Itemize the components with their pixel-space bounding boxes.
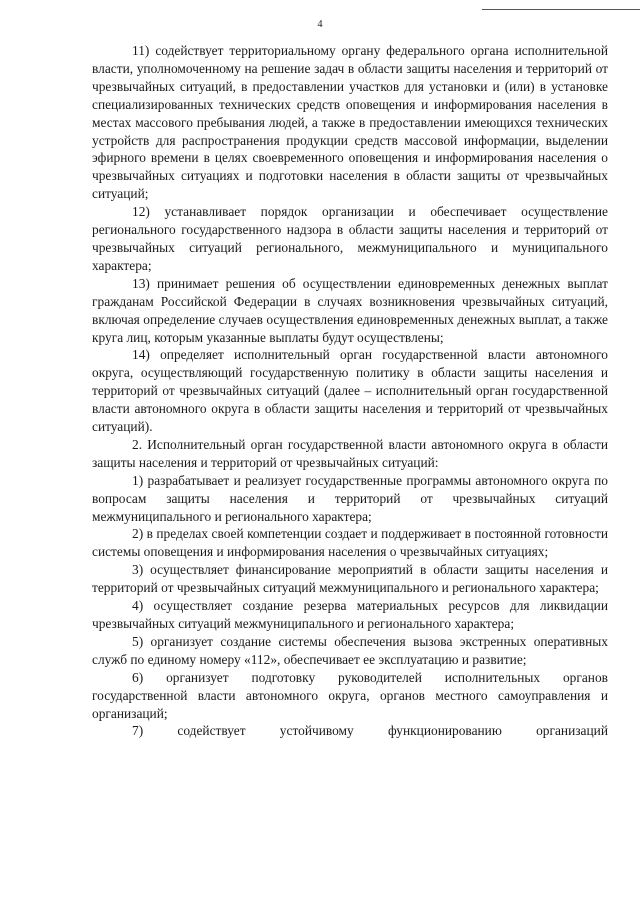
paragraph-subitem-3: 3) осуществляет финансирование мероприятий в области защиты населения и территорий от чрезвычайных ситуаций межмуниципального и регионального характера; [92,562,608,596]
paragraph-subitem-2: 2) в пределах своей компетенции создает и поддерживает в постоянной готовности системы оповещения и информирования населения о чрезвычайных ситуациях; [92,526,608,560]
paragraph-subitem-5: 5) организует создание системы обеспечения вызова экстренных оперативных служб по единому номеру «112», обеспечивает ее эксплуатацию и развитие; [92,633,608,667]
page-number: 4 [317,19,323,30]
paragraph-item-11: 11) содействует территориальному органу федерального органа исполнительной власти, уполномоченному на решение задач в области защиты населения и территорий от чрезвычайных ситуаций, в предоставлении участков для установки и (или) в установке специализированных технических средств оповещения и информирования населения в местах массового пребывания людей, а также в предоставлении имеющихся технических устройств для распространения продукции средств массовой информации, выделении эфирного времени в целях своевременного оповещения и информирования населения о чрезвычайных ситуациях и подготовки населения в области защиты от чрезвычайных ситуаций; [92,43,608,202]
paragraph-subitem-6: 6) организует подготовку руководителей исполнительных органов государственной власти автономного округа, органов местного самоуправления и организаций; [92,669,608,721]
paragraph-item-14: 14) определяет исполнительный орган государственной власти автономного округа, осуществляющий государственную политику в области защиты населения и территорий от чрезвычайных ситуаций (далее – исполнительный орган государственной власти автономного округа в области защиты населения и территорий от чрезвычайных ситуаций). [92,347,608,435]
paragraph-item-13: 13) принимает решения об осуществлении единовременных денежных выплат гражданам Российской Федерации в случаях возникновения чрезвычайных ситуаций, включая определение случаев осуществления единовременных денежных выплат, а также круга лиц, которым указанные выплаты будут осуществлены; [92,275,608,345]
paragraph-section-2: 2. Исполнительный орган государственной власти автономного округа в области защиты населения и территорий от чрезвычайных ситуаций: [92,436,608,470]
document-body [92,42,608,740]
paragraph-subitem-4: 4) осуществляет создание резерва материальных ресурсов для ликвидации чрезвычайных ситуаций межмуниципального и регионального характера; [92,598,608,631]
paragraph-subitem-7: 7) содействует устойчивому функционированию организаций [132,723,608,739]
header-rule [482,9,640,10]
paragraph-subitem-1: 1) разрабатывает и реализует государственные программы автономного округа по вопросам защиты населения и территорий от чрезвычайных ситуаций межмуниципального и регионального характера; [92,472,608,524]
paragraph-item-12: 12) устанавливает порядок организации и обеспечивает осуществление регионального государственного надзора в области защиты населения и территорий от чрезвычайных ситуаций регионального, межмуниципального и муниципального характера; [92,204,608,273]
